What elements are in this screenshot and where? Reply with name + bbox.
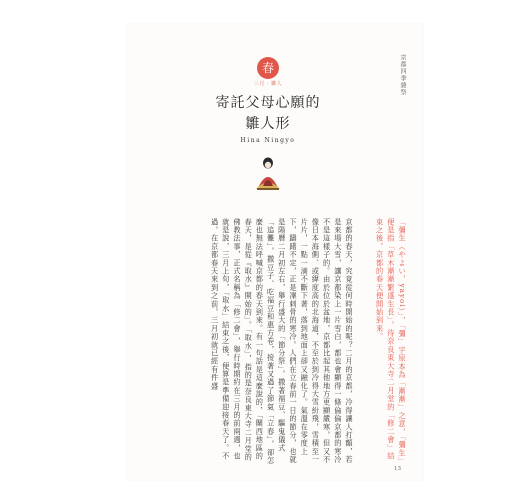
season-subtitle: 三月 · 雛人	[253, 81, 283, 87]
chapter-romaji: Hina Ningyo	[240, 137, 296, 144]
running-head: 京都四季雜祭	[399, 54, 406, 96]
chapter-title	[203, 93, 333, 135]
sidebar-note: 「彌生（やよい，yayoi）」，「彌」字原本為「漸漸」之意，「彌生」便是指「草木漸漸繁盛生長」。待奈良東大寺二月堂的「修二會」結束之後，京都的春天便開始到來。	[375, 218, 407, 466]
page-number: 13	[394, 466, 401, 472]
chapter-title-line-2: 雛人形	[245, 116, 291, 132]
season-badge: 春	[257, 57, 279, 79]
chapter-title-line-1: 寄託父母心願的	[215, 95, 321, 111]
hina-doll-illustration	[253, 156, 283, 190]
body-text: 京都的春天，究竟從何時開始的呢？二月的京都，冷得讓人打顫，若是來場大雪，讓京都染上一片雪白，都也會顯得一條倫倫京都的寒冷不是這樣子的。由於位於盆地，京都比起其他地方更顯嚴寒，但又不像日本海側、或緯度高的北海道，不至於到冷得大雪紛飛，雪積至一片片，一點一滴不斷下著，落到地面上卻又融化了。氣溫在零度上下，躊躇不定，正是凜刺骨的寒冷。人們在立春前一日的節分，也就是陽曆二月初左右，舉行盛大的「節分祭」，撒著福豆、驅鬼儀式「追儺」，撒豆子、吃福豆和惠方卷，接著又過了節氣「立春」，卻怎麼也無法呼喊京都的春天到來。有一句話是這麼說的，「關西地區的春天，是從『取水』開始的」。「取水」，指的是奈良東大寺二月堂的佛教法事，正式名稱為「修二會」，舉行時期約在三月的前兩週，也就是說，三月上旬，「取水」結束之後，便算是準備迎接春天了。不過，在京都春天來到之前，三月初就已經有件盛	[210, 218, 354, 465]
